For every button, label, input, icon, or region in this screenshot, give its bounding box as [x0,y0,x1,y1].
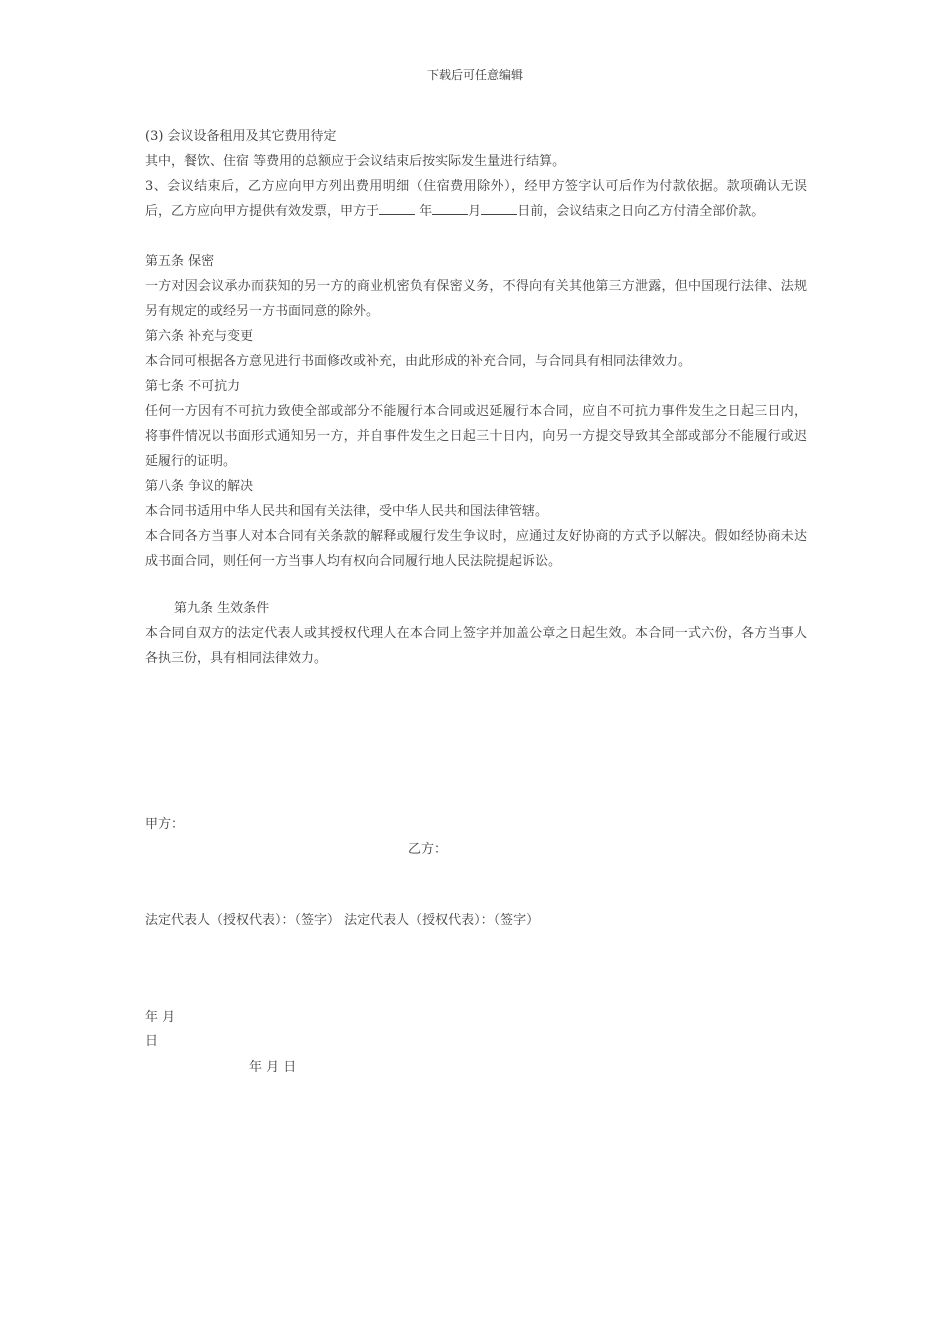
article-7-title: 第七条 不可抗力 [145,379,241,394]
article-6-text: 本合同可根据各方意见进行书面修改或补充，由此形成的补充合同，与合同具有相同法律效力。 [145,354,692,369]
party-b-date: 年 月 日 [249,1060,297,1075]
year-blank [379,201,415,215]
article-6-title: 第六条 补充与变更 [145,329,254,344]
month-blank [432,201,468,215]
party-a-label: 甲方： [145,817,185,832]
article-8-text-2: 本合同各方当事人对本合同有关条款的解释或履行发生争议时，应通过友好协商的方式予以解决。假如经协商未达成书面合同，则任何一方当事人均有权向合同履行地人民法院提起诉讼。 [145,529,807,569]
article-8-text-1: 本合同书适用中华人民共和国有关法律，受中华人民共和国法律管辖。 [145,504,549,519]
representatives-line: 法定代表人（授权代表）：（签字） 法定代表人（授权代表）：（签字） [145,913,540,928]
settlement-paragraph: 其中，餐饮、住宿 等费用的总额应于会议结束后按实际发生量进行结算。 [145,154,566,169]
article-7-text: 任何一方因有不可抗力致使全部或部分不能履行本合同或迟延履行本合同，应自不可抗力事件发生之日起三日内，将事件情况以书面形式通知另一方，并自事件发生之日起三十日内，向另一方提交导致其全部或部分不能履行或迟延履行的证明。 [145,404,807,469]
page-header: 下载后可任意编辑 [426,68,523,82]
party-b-label: 乙方： [408,842,448,857]
article-5-text: 一方对因会议承办而获知的另一方的商业机密负有保密义务，不得向有关其他第三方泄露，但中国现行法律、法规另有规定的或经另一方书面同意的除外。 [145,279,807,319]
party-a-date-line1: 年 月 [145,1010,176,1025]
article-5-title: 第五条 保密 [145,254,215,269]
article-9-title: 第九条 生效条件 [174,601,270,616]
payment-paragraph: 3、会议结束后，乙方应向甲方列出费用明细（住宿费用除外），经甲方签字认可后作为付款依据。款项确认无误后，乙方应向甲方提供有效发票，甲方于 年 月 日前，会议结束之日向乙方付清全部价款。 [145,179,807,219]
day-blank [481,201,517,215]
party-a-date-line2: 日 [145,1034,159,1049]
article-9-text: 本合同自双方的法定代表人或其授权代理人在本合同上签字并加盖公章之日起生效。本合同一式六份，各方当事人各执三份，具有相同法律效力。 [145,626,807,666]
clause-3-item: (3) 会议设备租用及其它费用待定 [145,129,337,144]
article-8-title: 第八条 争议的解决 [145,479,254,494]
